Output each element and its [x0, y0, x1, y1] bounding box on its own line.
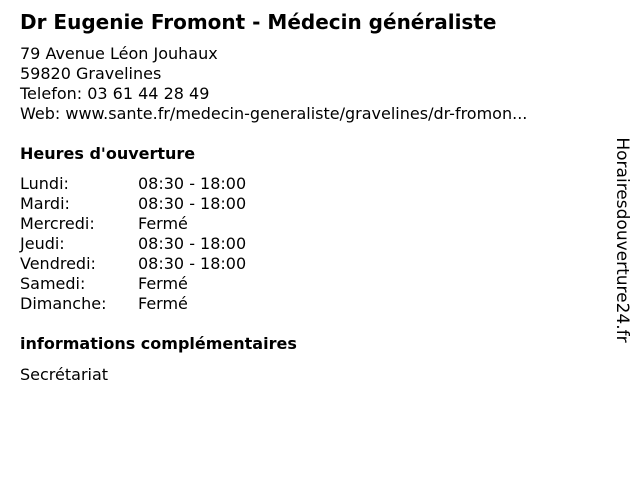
website-link[interactable]: Web: www.sante.fr/medecin-generaliste/gravelines/dr-fromon... — [20, 104, 528, 123]
site-brand-vertical: Horairesdouverture24.fr — [612, 137, 632, 343]
page-title: Dr Eugenie Fromont - Médecin généraliste — [20, 10, 497, 34]
hours-value: Fermé — [138, 274, 188, 293]
additional-info-text: Secrétariat — [20, 365, 109, 384]
day-label: Vendredi: — [20, 254, 96, 273]
hours-value: Fermé — [138, 294, 188, 313]
opening-hours-heading: Heures d'ouverture — [20, 144, 196, 163]
hours-value: 08:30 - 18:00 — [138, 194, 247, 213]
address-block — [20, 44, 527, 124]
hours-value: 08:30 - 18:00 — [138, 234, 247, 253]
hours-value: Fermé — [138, 214, 188, 233]
hours-value: 08:30 - 18:00 — [138, 254, 247, 273]
day-label: Samedi: — [20, 274, 86, 293]
day-label: Jeudi: — [20, 234, 65, 253]
phone-number: Telefon: 03 61 44 28 49 — [20, 84, 210, 103]
street-address: 79 Avenue Léon Jouhaux — [20, 44, 218, 63]
day-label: Mardi: — [20, 194, 70, 213]
day-label: Dimanche: — [20, 294, 107, 313]
city-address: 59820 Gravelines — [20, 64, 162, 83]
day-label: Mercredi: — [20, 214, 95, 233]
additional-info-heading: informations complémentaires — [20, 334, 297, 353]
hours-value: 08:30 - 18:00 — [138, 174, 247, 193]
day-label: Lundi: — [20, 174, 69, 193]
